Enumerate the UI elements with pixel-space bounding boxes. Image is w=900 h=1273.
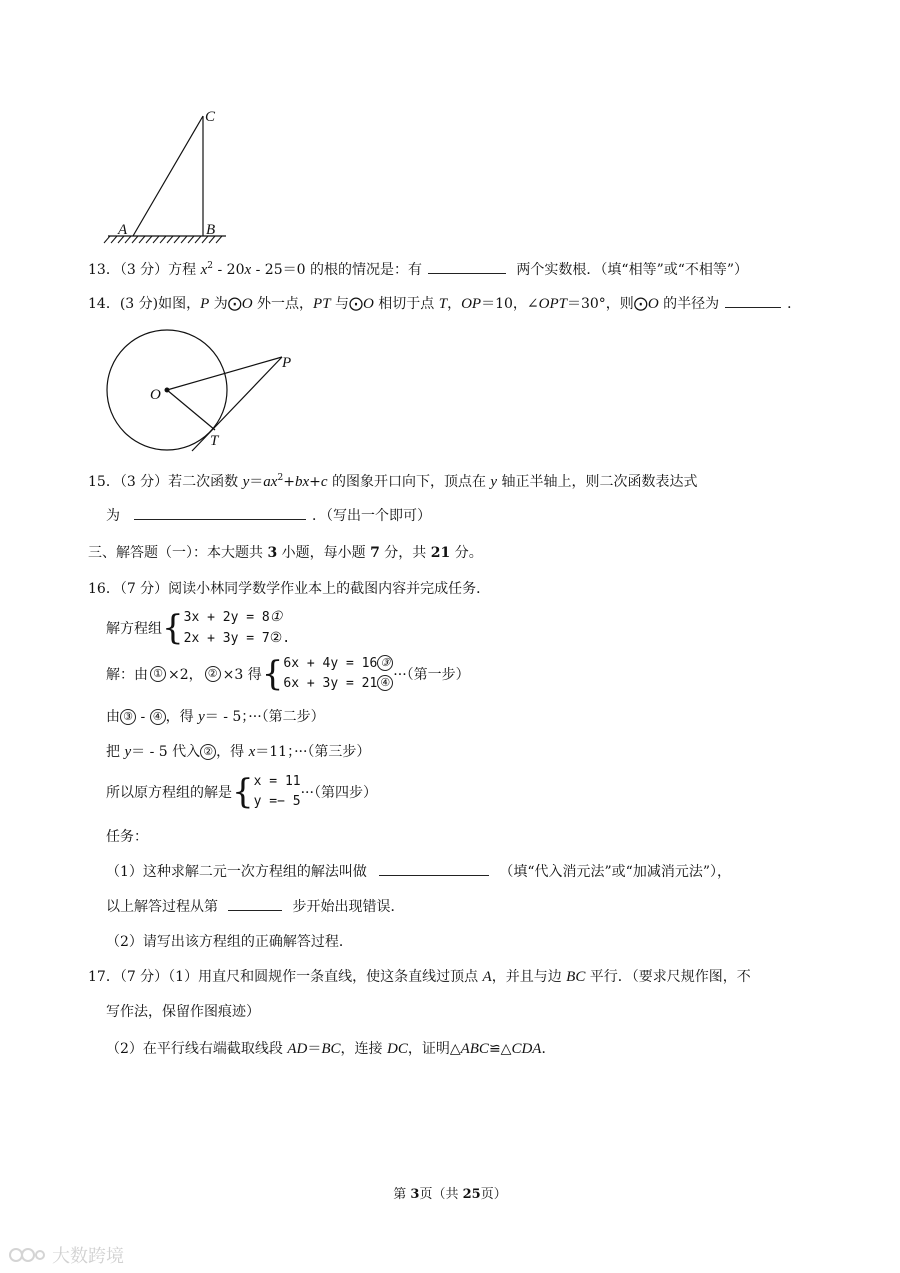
solution-step-4: 所以原方程组的解是 { x = 11 y =− 5 ···（第四步） bbox=[106, 772, 377, 812]
label-O: O bbox=[150, 387, 161, 403]
answer-blank-16-step[interactable] bbox=[228, 896, 282, 911]
question-13: 13．（3 分）方程 $x^2 - 20x - 25=0$ 的根的情况是：有 两个实数根．（填“相等”或“不相等”） bbox=[88, 261, 749, 278]
label-A: A bbox=[118, 222, 128, 238]
section-heading: 三、解答题（一）：本大题共 3 小题，每小题 7 分，共 21 分。 bbox=[88, 545, 483, 561]
brace: { bbox=[162, 608, 184, 648]
solution-step-3: 把 y＝ - 5 代入 ② ，得 x＝11；···（第三步） bbox=[106, 744, 371, 760]
question-17-line2: 写作法，保留作图痕迹） bbox=[106, 1004, 260, 1020]
question-17: 17．（7 分）（1）用直尺和圆规作一条直线，使这条直线过顶点 A，并且与边 BC 平行．（要求尺规作图，不 bbox=[88, 969, 751, 985]
answer-blank-15[interactable] bbox=[134, 505, 306, 520]
question-15-line2: 为 ．（写出一个即可） bbox=[106, 505, 431, 525]
answer-blank-14[interactable] bbox=[725, 293, 781, 308]
answer-blank-13[interactable] bbox=[428, 259, 506, 274]
watermark: 大数跨境 bbox=[8, 1242, 124, 1268]
task-1: （1）这种求解二元一次方程组的解法叫做 （填“代入消元法”或“加减消元法”）， bbox=[106, 861, 731, 881]
page-footer: 第 3页（共 25页） bbox=[393, 1187, 507, 1202]
circle-tangent-figure bbox=[100, 325, 300, 455]
question-15: 15．（3 分）若二次函数 $y=ax^2+bx+c$ 的图象开口向下，顶点在 y 轴正半轴上，则二次函数表达式 bbox=[88, 473, 698, 490]
task-1-line2: 以上解答过程从第 步开始出现错误． bbox=[106, 896, 404, 916]
label-T: T bbox=[210, 433, 219, 449]
task-2: （2）请写出该方程组的正确解答过程． bbox=[106, 934, 353, 950]
question-14: 14．(3 分)如图，P 为⨀O 外一点，PT 与⨀O 相切于点 T，OP＝10，∠OPT＝30°，则⨀O 的半径为 ． bbox=[88, 293, 801, 313]
question-17-part2: （2）在平行线右端截取线段 AD＝BC，连接 DC，证明△ABC≌△CDA． bbox=[106, 1041, 556, 1057]
question-16-title: 16．（7 分）阅读小林同学数学作业本上的截图内容并完成任务． bbox=[88, 581, 491, 597]
solution-step-2: 由 ③ - ④ ，得 y＝ - 5；···（第二步） bbox=[106, 709, 325, 725]
watermark-logo-icon bbox=[8, 1244, 48, 1266]
task-label: 任务： bbox=[106, 829, 148, 845]
label-B: B bbox=[206, 222, 216, 238]
answer-blank-16-method[interactable] bbox=[379, 861, 489, 876]
label-P: P bbox=[282, 355, 292, 371]
label-C: C bbox=[205, 109, 216, 125]
equation-system: 解方程组 { 3x + 2y = 8① 2x + 3y = 7②. bbox=[106, 608, 291, 648]
solution-step-1: 解：由 ① ×2， ② ×3 得 { 6x + 4y = 16 ③ 6x + 3y = 21 ④ ···（第一步） bbox=[106, 654, 470, 694]
triangle-figure bbox=[100, 105, 240, 250]
